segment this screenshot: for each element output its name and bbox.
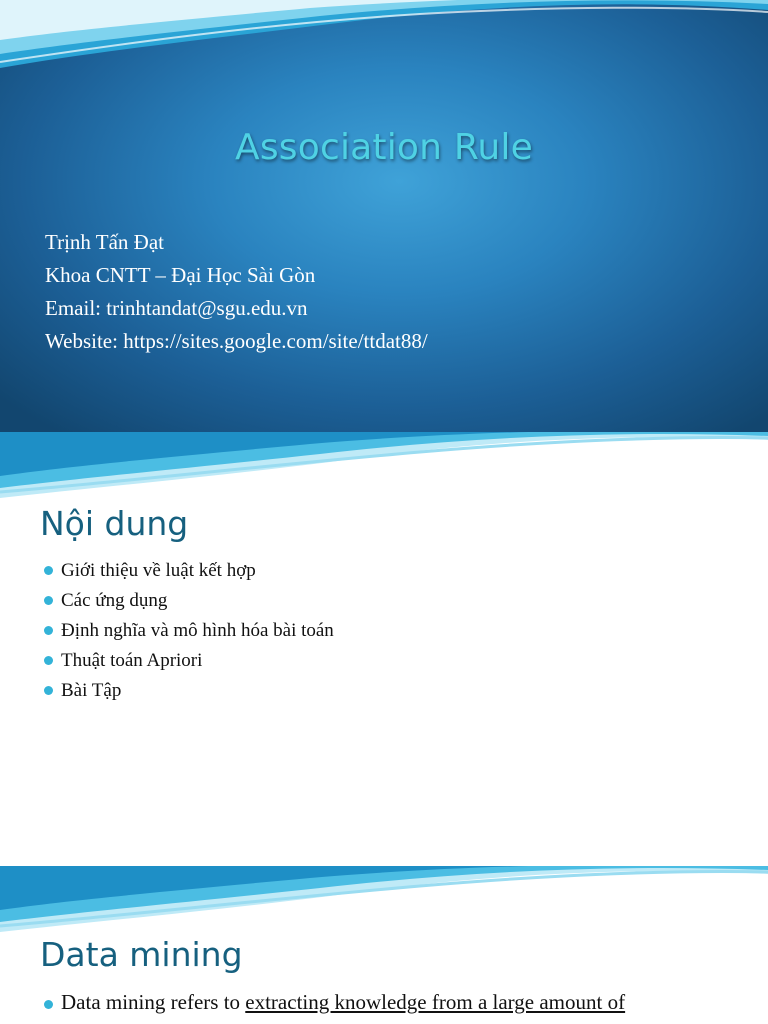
- list-item: Thuật toán Apriori: [44, 646, 334, 676]
- author-email: Email: trinhtandat@sgu.edu.vn: [45, 296, 308, 320]
- contents-slide: [0, 432, 768, 866]
- list-item: Các ứng dụng: [44, 586, 334, 616]
- list-item: [44, 990, 625, 1015]
- wave-decoration: [0, 866, 768, 946]
- bullet-icon: [44, 656, 53, 665]
- author-affiliation: Khoa CNTT – Đại Học Sài Gòn: [45, 263, 316, 287]
- list-item: Định nghĩa và mô hình hóa bài toán: [44, 616, 334, 646]
- contents-heading: Nội dung: [40, 504, 189, 543]
- author-info: [45, 226, 428, 358]
- data-mining-slide: [0, 866, 768, 1024]
- author-name: Trịnh Tấn Đạt: [45, 230, 165, 254]
- bullet-icon: [44, 686, 53, 695]
- bullet-icon: [44, 596, 53, 605]
- wave-decoration: [0, 0, 768, 90]
- wave-decoration: [0, 432, 768, 512]
- line-text: Data mining refers to: [61, 990, 241, 1014]
- data-mining-heading: Data mining: [40, 935, 243, 974]
- bullet-icon: [44, 1000, 53, 1009]
- presentation-title: Association Rule: [235, 127, 533, 168]
- bullet-icon: [44, 566, 53, 575]
- list-item: Bài Tập: [44, 676, 334, 706]
- list-item: Giới thiệu về luật kết hợp: [44, 556, 334, 586]
- title-slide: [0, 0, 768, 432]
- author-website: Website: https://sites.google.com/site/ttdat88/: [45, 329, 428, 353]
- underlined-phrase: extracting knowledge from a large amount of: [245, 990, 626, 1014]
- bullet-icon: [44, 626, 53, 635]
- contents-list: [44, 556, 334, 706]
